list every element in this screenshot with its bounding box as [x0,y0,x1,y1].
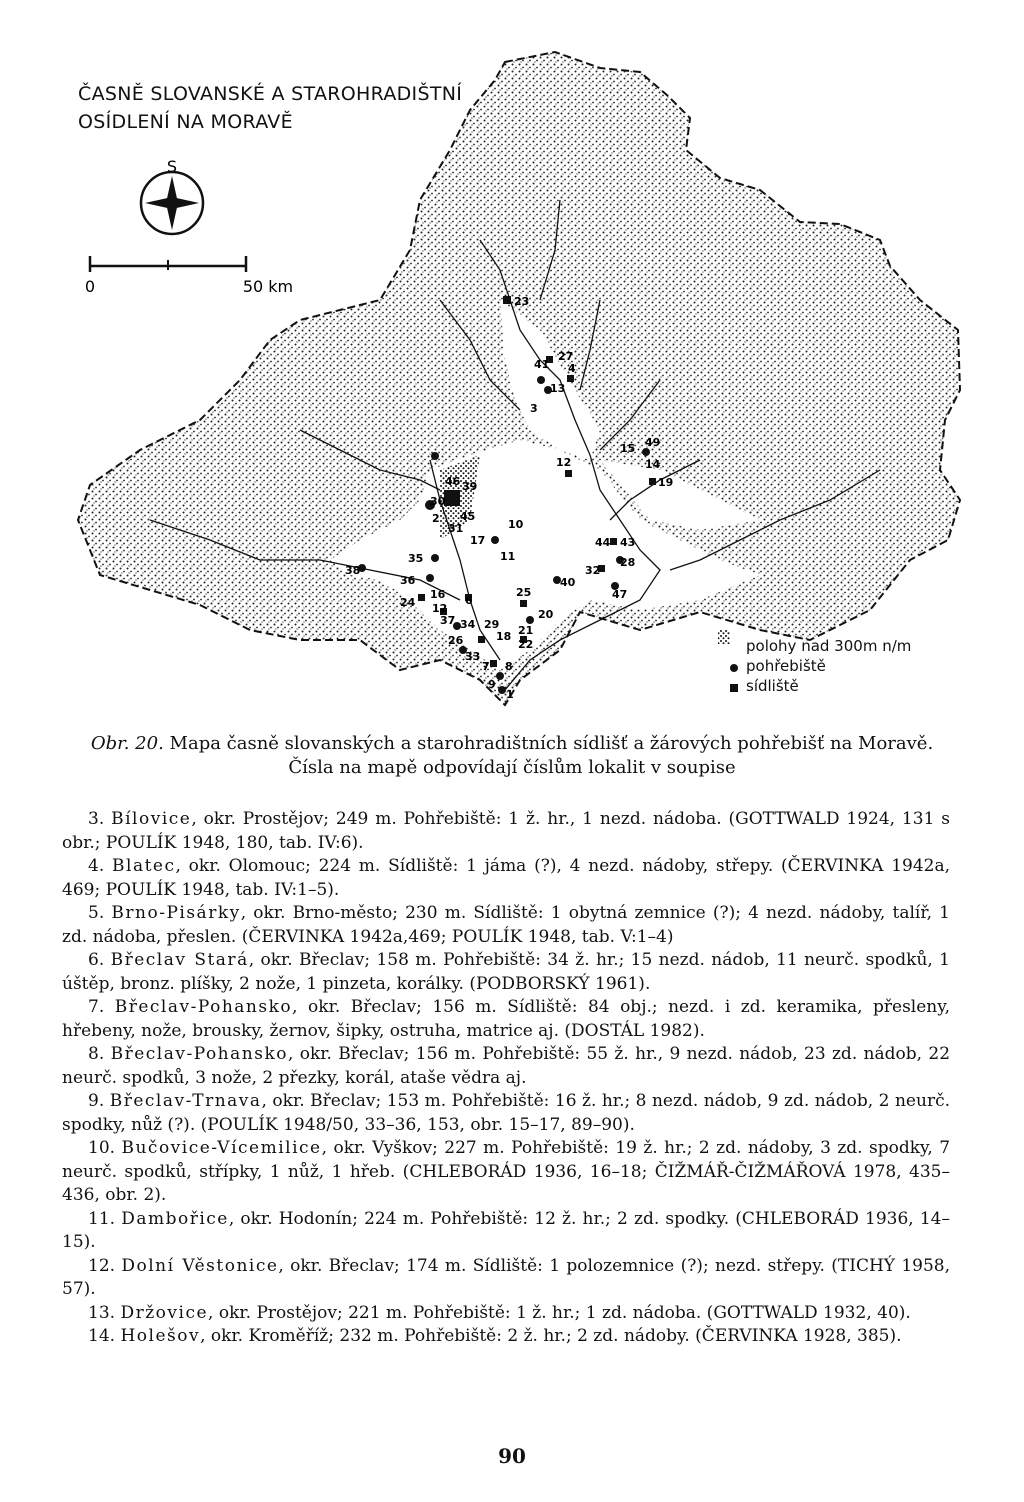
catalogue-entry [62,1255,950,1302]
entry-place: Držovice [120,1302,209,1323]
site-label: 16 [430,588,446,601]
site-label: 43 [620,536,636,549]
site-label: 12 [432,602,448,615]
legend-item-cemetery [728,656,911,676]
map-legend [728,636,911,696]
site-label: 24 [400,596,416,609]
legend-label: polohy nad 300m n/m [746,637,912,655]
north-label: S [166,157,178,176]
legend-label: sídliště [746,677,799,695]
map-figure [0,0,1024,720]
settlement-marker [418,594,425,601]
scale-start-label: 0 [84,277,96,296]
site-label: 22 [518,638,534,651]
legend-item-highlands [728,636,911,656]
entry-place: Bílovice [111,809,192,829]
entry-place: Břeclav-Pohansko [110,1044,288,1064]
entry-text: , okr. Břeclav; 174 m. Sídliště: 1 polozemnice (?); nezd. střepy. (TICHÝ 1958, 57). [62,1255,950,1299]
legend-label: pohřebiště [746,657,826,675]
site-label: 47 [612,588,628,601]
entry-place: Dolní Věstonice [121,1255,279,1276]
entry-number: 11. [88,1208,116,1229]
site-label: 40 [560,576,576,589]
site-label: 49 [645,436,661,449]
entry-number: 13. [88,1302,116,1323]
site-label: 1 [506,688,514,701]
entry-text: , okr. Brno-město; 230 m. Sídliště: 1 obytná zemnice (?); 4 nezd. nádoby, talíř, 1 zd. nádoba, přeslen. (ČERVINKA 1942a,469; POULÍK 1948, tab. V:1–4) [62,903,950,947]
site-label: 18 [496,630,512,643]
entry-text: , okr. Vyškov; 227 m. Pohřebiště: 19 ž. hr.; 2 zd. nádoby, 3 zd. spodky, 7 neurč. spodků, střípky, 1 nůž, 1 hřeb. (CHLEBORÁD 1936, 16–18; ČIŽMÁŘ-ČIŽMÁŘOVÁ 1978, 435–436, obr. 2). [62,1138,951,1205]
site-label: 37 [440,614,456,627]
entry-text: , okr. Břeclav; 158 m. Pohřebiště: 34 ž. hr.; 15 nezd. nádob, 11 neurč. spodků, 1 úštěp, bronz. plíšky, 2 nože, 1 pinzeta, korálky. (PODBORSKÝ 1961). [62,950,951,994]
entry-number: 12. [88,1255,116,1276]
page-number: 90 [498,1444,526,1468]
catalogue-entry [62,996,950,1043]
entry-text: , okr. Břeclav; 156 m. Sídliště: 84 obj.; nezd. i zd. keramika, přesleny, hřebeny, nože, brousky, žernov, šipky, ostruha, matrice aj. (DOSTÁL 1982). [62,997,950,1041]
site-label: 23 [514,295,530,308]
settlement-marker [520,600,527,607]
cemetery-marker [537,376,545,384]
site-label: 2 [432,512,440,525]
site-label: 20 [538,608,554,621]
catalogue-entry [62,1208,950,1255]
entry-number: 5. [88,903,105,923]
entry-number: 6. [88,950,105,970]
site-label: 12 [556,456,572,469]
site-label: 8 [505,660,513,673]
figure-caption [62,732,962,780]
legend-item-settlement [728,676,911,696]
entry-place: Břeclav Stará [110,950,249,970]
site-catalogue [62,808,950,1349]
site-label: 9 [488,678,496,691]
site-label: 13 [550,382,566,395]
site-label: 35 [408,552,424,565]
site-label: 30 [430,495,446,508]
map-title-line-1: ČASNĚ SLOVANSKÉ A STAROHRADIŠTNÍ [78,83,463,105]
moravia-map [0,0,1024,720]
cemetery-marker [431,554,439,562]
entry-number: 14. [88,1326,116,1346]
entry-place: Břeclav-Pohansko [114,997,293,1017]
settlement-marker [567,375,574,382]
site-label: 45 [460,510,476,523]
settlement-cluster-marker [444,490,460,506]
figure-number: Obr. 20. [90,733,164,754]
moravia-region [78,52,960,705]
settlement-marker [649,478,656,485]
settlement-marker [565,470,572,477]
entry-number: 7. [88,997,105,1017]
cemetery-marker [526,616,534,624]
site-label: 4 [568,362,576,375]
site-label: 3 [530,402,538,415]
site-label: 39 [462,480,478,493]
settlement-marker [503,296,511,304]
catalogue-entry [62,855,950,902]
entry-number: 9. [88,1091,105,1111]
site-label: 46 [445,475,461,488]
entry-place: Bučovice-Vícemilice [121,1138,322,1158]
map-title-line-2: OSÍDLENÍ NA MORAVĚ [78,111,293,133]
entry-number: 10. [88,1138,116,1158]
cemetery-marker [426,574,434,582]
site-label: 11 [500,550,516,563]
entry-text: , okr. Prostějov; 221 m. Pohřebiště: 1 ž. hr.; 1 zd. nádoba. (GOTTWALD 1932, 40). [208,1302,911,1323]
site-label: 14 [645,458,661,471]
site-label: 25 [516,586,532,599]
entry-number: 8. [88,1044,105,1064]
settlement-marker [490,660,497,667]
cemetery-marker [496,672,504,680]
site-label: 41 [534,358,550,371]
site-label: 26 [448,634,464,647]
entry-text: , okr. Břeclav; 153 m. Pohřebiště: 16 ž. hr.; 8 nezd. nádob, 9 zd. nádob, 2 neurč. spodky, nůž (?). (POULÍK 1948/50, 33–36, 153, obr. 15–17, 89–90). [62,1091,950,1135]
site-label: 36 [400,574,416,587]
site-label: 38 [345,564,361,577]
site-label: 10 [508,518,524,531]
catalogue-entry [62,808,950,855]
caption-line-2: Čísla na mapě odpovídají číslům lokalit v soupise [288,757,736,778]
settlement-marker [478,636,485,643]
entry-text: , okr. Břeclav; 156 m. Pohřebiště: 55 ž. hr., 9 nezd. nádob, 23 zd. nádob, 22 neurč. spodků, 3 nože, 2 přezky, korál, ataše vědra aj. [62,1044,951,1088]
entry-place: Brno-Pisárky [111,903,241,923]
settlement-marker [610,538,617,545]
site-label: 44 [595,536,611,549]
site-label: 27 [558,350,574,363]
site-label: 31 [448,522,464,535]
catalogue-entry [62,1043,950,1090]
entry-text: , okr. Olomouc; 224 m. Sídliště: 1 jáma (?), 4 nezd. nádoby, střepy. (ČERVINKA 1942a, 469; POULÍK 1948, tab. IV:1–5). [62,856,951,900]
site-label: 6 [465,594,473,607]
site-label: 17 [470,534,486,547]
catalogue-entry [62,949,950,996]
cemetery-marker [642,448,650,456]
catalogue-entry [62,1137,950,1208]
entry-place: Břeclav-Trnava [109,1091,262,1111]
site-label: 34 [460,618,476,631]
site-label: 32 [585,564,601,577]
entry-text: , okr. Hodonín; 224 m. Pohřebiště: 12 ž. hr.; 2 zd. spodky. (CHLEBORÁD 1936, 14–15). [62,1208,950,1252]
site-label: 7 [482,660,490,673]
site-label: 29 [484,618,500,631]
entry-place: Blatec [112,856,176,876]
scale-bar [85,256,293,296]
catalogue-entry [62,1302,950,1326]
catalogue-entry [62,1325,950,1349]
caption-line-1: Mapa časně slovanských a starohradištních sídlišť a žárových pohřebišť na Moravě. [169,733,934,754]
entry-place: Dambořice [121,1208,229,1229]
cemetery-marker [431,452,439,460]
site-label: 28 [620,556,636,569]
compass-icon [141,157,203,234]
scale-end-label: 50 km [242,277,294,296]
entry-text: , okr. Prostějov; 249 m. Pohřebiště: 1 ž. hr., 1 nezd. nádoba. (GOTTWALD 1924, 131 s obr.; POULÍK 1948, 180, tab. IV:6). [62,809,950,853]
site-label: 33 [465,650,481,663]
entry-number: 3. [88,809,105,829]
site-label: 21 [518,624,534,637]
entry-place: Holešov [120,1326,201,1346]
site-label: 19 [658,476,674,489]
site-label: 15 [620,442,636,455]
catalogue-entry [62,1090,950,1137]
catalogue-entry [62,902,950,949]
cemetery-marker [491,536,499,544]
entry-number: 4. [88,856,105,876]
entry-text: , okr. Kroměříž; 232 m. Pohřebiště: 2 ž. hr.; 2 zd. nádoby. (ČERVINKA 1928, 385). [200,1326,902,1346]
cemetery-marker [498,686,506,694]
